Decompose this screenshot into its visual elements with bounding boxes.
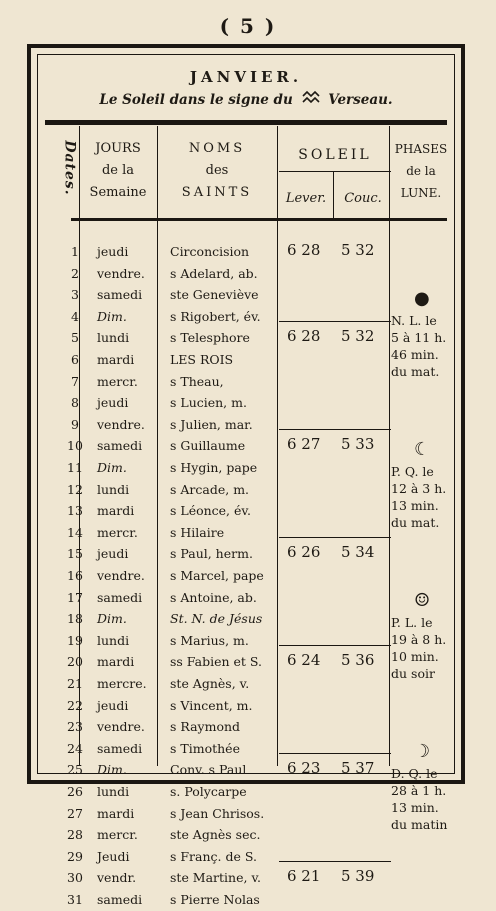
date-cell: 29 (67, 848, 83, 864)
last-quarter-moon-icon: ☽ (414, 741, 431, 763)
saint-cell: ss Fabien et S. (170, 654, 262, 670)
table-row (31, 738, 451, 763)
weekday-cell: jeudi (97, 395, 129, 411)
table-row (31, 457, 451, 479)
jours-header-line-1: JOURS (95, 141, 141, 156)
table-row (31, 587, 451, 612)
new-moon-icon: ● (414, 287, 430, 309)
date-cell: 6 (71, 352, 79, 367)
group-divider (279, 429, 391, 430)
calendar-frame (27, 44, 465, 907)
date-cell: 13 (67, 503, 83, 519)
saint-cell: St. N. de Jésus (170, 611, 263, 627)
couc-header: Couc. (344, 191, 382, 206)
saint-cell: s Marius, m. (170, 632, 249, 648)
moon-phase-line: D. Q. le (391, 766, 438, 782)
date-cell: 2 (71, 265, 79, 281)
subtitle-after: Verseau. (328, 92, 393, 108)
moon-phase-line: P. L. le (391, 615, 433, 631)
table-row (31, 522, 451, 544)
table-row (31, 608, 451, 630)
weekday-cell: vendr. (97, 870, 137, 886)
saint-cell: s Vincent, m. (170, 697, 253, 713)
weekday-cell: mercr. (97, 827, 138, 843)
table-row (31, 716, 451, 738)
saint-cell: s Julien, mar. (170, 416, 253, 432)
moon-phase-line: du mat. (391, 363, 440, 379)
date-cell: 23 (67, 719, 83, 735)
sunset-time: 5 32 (341, 241, 375, 259)
table-row (31, 651, 451, 673)
moon-phase-line: 19 à 8 h. (391, 632, 447, 648)
saint-cell: ste Martine, v. (170, 870, 262, 886)
noms-header-line-2: des (205, 163, 229, 178)
weekday-cell: jeudi (97, 697, 129, 713)
date-cell: 16 (67, 568, 83, 583)
weekday-cell: Dim. (97, 460, 127, 475)
saint-cell: s Timothée (170, 740, 240, 756)
weekday-cell: lundi (97, 784, 130, 799)
moon-phase-line: 46 min. (391, 346, 439, 362)
weekday-cell: vendre. (97, 416, 145, 432)
noms-header (161, 138, 273, 204)
first-quarter-moon-icon: ☾ (414, 439, 431, 460)
table-row (31, 500, 451, 522)
weekday-cell: Dim. (97, 611, 127, 627)
table-row (31, 695, 451, 717)
sunset-time: 5 34 (341, 543, 375, 562)
table-row (31, 371, 451, 393)
table-row (31, 565, 451, 587)
table-row (31, 889, 451, 911)
saint-cell: ste Agnès sec. (170, 827, 261, 843)
date-cell: 30 (67, 870, 83, 886)
saint-cell: ste Geneviève (170, 287, 259, 303)
table-row (31, 673, 451, 695)
soleil-header: SOLEIL (298, 147, 372, 163)
table-row (31, 327, 451, 349)
sunrise-time: 6 27 (287, 435, 321, 454)
weekday-cell: samedi (97, 287, 143, 303)
jours-header-line-2: de la (101, 163, 135, 178)
header-bottom-rule (71, 218, 447, 221)
sunset-time: 5 33 (341, 435, 375, 454)
saint-cell: s Pierre Nolas (170, 892, 260, 907)
date-cell: 27 (67, 805, 83, 821)
saint-cell: s Adelard, ab. (170, 265, 258, 281)
table-row (31, 479, 451, 501)
moon-phase-line: 12 à 3 h. (391, 481, 447, 496)
saint-cell: Circoncision (170, 244, 250, 259)
sunrise-time: 6 24 (287, 651, 321, 670)
sunset-time: 5 36 (341, 651, 375, 670)
header-rule (45, 120, 447, 125)
saint-cell: s Jean Chrisos. (170, 805, 265, 821)
table-row (31, 284, 451, 306)
saint-cell: s Hygin, pape (170, 460, 258, 475)
lever-header: Lever. (285, 191, 327, 206)
saint-cell: s. Polycarpe (170, 784, 247, 799)
table-row (31, 759, 451, 781)
moon-phase-line: 13 min. (391, 800, 439, 816)
saint-cell: s Raymond (170, 719, 241, 735)
weekday-cell: Dim. (97, 762, 127, 778)
weekday-cell: jeudi (97, 244, 129, 259)
saint-cell: s Léonce, év. (170, 503, 251, 519)
saint-cell: s Antoine, ab. (170, 589, 257, 605)
date-cell: 15 (67, 546, 83, 562)
moon-phase-line: P. Q. le (391, 464, 434, 479)
moon-phase-line: du soir (391, 666, 435, 682)
weekday-cell: mercre. (97, 676, 147, 691)
zodiac-subtitle (31, 90, 461, 108)
aquarius-sign-icon (302, 90, 320, 108)
subtitle-before: Le Soleil dans le signe du (99, 92, 293, 108)
weekday-cell: lundi (97, 481, 130, 497)
weekday-cell: samedi (97, 892, 143, 907)
moon-phase-line: 13 min. (391, 498, 439, 513)
sunrise-time: 6 28 (287, 327, 321, 346)
table-row (31, 781, 451, 803)
moon-phase-line: du mat. (391, 515, 440, 530)
date-cell: 21 (67, 676, 83, 691)
phases-header-line-3: LUNE. (400, 186, 442, 200)
saint-cell: s Franç. de S. (170, 848, 257, 864)
date-cell: 25 (67, 762, 83, 778)
date-cell: 22 (67, 697, 83, 713)
table-row (31, 803, 451, 825)
moon-phase-line: 10 min. (391, 649, 439, 665)
sunrise-time: 6 28 (287, 241, 321, 259)
date-cell: 7 (71, 373, 79, 389)
noms-header-line-1: NOMS (188, 141, 246, 156)
full-moon-icon: ☺ (414, 590, 431, 612)
table-row (31, 824, 451, 846)
moon-phase-note (391, 463, 446, 531)
table-row (31, 306, 451, 328)
group-divider (279, 645, 391, 646)
column-rule (333, 172, 334, 218)
date-cell: 9 (71, 416, 79, 432)
date-cell: 19 (67, 632, 83, 648)
soleil-divider (279, 171, 391, 172)
saint-cell: LES ROIS (170, 352, 234, 367)
date-cell: 1 (71, 244, 79, 259)
weekday-cell: samedi (97, 438, 143, 454)
sunset-time: 5 32 (341, 327, 375, 346)
saint-cell: s Rigobert, év. (170, 308, 261, 324)
table-row (31, 392, 451, 414)
date-cell: 18 (67, 611, 83, 627)
sunrise-time: 6 21 (287, 867, 321, 886)
moon-phase-line: 28 à 1 h. (391, 783, 447, 799)
weekday-cell: Jeudi (97, 848, 130, 864)
date-cell: 31 (67, 892, 83, 907)
moon-phase-note (391, 614, 446, 682)
weekday-cell: vendre. (97, 568, 145, 583)
weekday-cell: Dim. (97, 308, 127, 324)
date-cell: 12 (67, 481, 83, 497)
date-cell: 20 (67, 654, 83, 670)
date-cell: 10 (67, 438, 83, 454)
table-row (31, 349, 451, 371)
saint-cell: s Paul, herm. (170, 546, 253, 562)
group-divider (279, 753, 391, 754)
weekday-cell: jeudi (97, 546, 129, 562)
weekday-cell: lundi (97, 632, 130, 648)
moon-phase-line: du matin (391, 817, 448, 833)
table-row (31, 241, 451, 263)
date-cell: 8 (71, 395, 79, 411)
table-row (31, 414, 451, 436)
phases-header (391, 138, 451, 204)
date-cell: 14 (67, 524, 83, 540)
date-cell: 17 (67, 589, 83, 605)
weekday-cell: mardi (97, 503, 135, 519)
date-cell: 4 (71, 308, 79, 324)
weekday-cell: mardi (97, 805, 135, 821)
month-title: JANVIER. (189, 68, 303, 86)
weekday-cell: mercr. (97, 524, 138, 540)
group-divider (279, 537, 391, 538)
saint-cell: s Lucien, m. (170, 395, 247, 411)
phases-header-line-1: PHASES (394, 142, 448, 156)
date-cell: 26 (67, 784, 83, 799)
saint-cell: s Arcade, m. (170, 481, 250, 497)
moon-phase-note (391, 765, 447, 833)
group-divider (279, 861, 391, 862)
date-cell: 11 (67, 460, 83, 475)
date-cell: 5 (71, 330, 79, 346)
moon-phase-line: 5 à 11 h. (391, 329, 447, 345)
saint-cell: s Marcel, pape (170, 568, 264, 583)
noms-header-line-3: SAINTS (181, 185, 253, 200)
table-row (31, 867, 451, 889)
saint-cell: s Guillaume (170, 438, 246, 454)
date-cell: 24 (67, 740, 83, 756)
weekday-cell: vendre. (97, 265, 145, 281)
jours-header-line-3: Semaine (89, 185, 147, 200)
group-divider (279, 321, 391, 322)
sunset-time: 5 37 (341, 759, 375, 778)
table-row (31, 543, 451, 565)
date-cell: 28 (67, 827, 83, 843)
moon-phase-note (391, 312, 446, 380)
weekday-cell: lundi (97, 330, 130, 346)
weekday-cell: vendre. (97, 719, 145, 735)
weekday-cell: samedi (97, 589, 143, 605)
saint-cell: s Theau, (170, 373, 224, 389)
dates-header: Dates. (61, 140, 78, 196)
table-row (31, 435, 451, 457)
phases-header-line-2: de la (406, 164, 436, 178)
sunrise-time: 6 26 (287, 543, 321, 562)
date-cell: 3 (71, 287, 79, 303)
saint-cell: s Hilaire (170, 524, 225, 540)
weekday-cell: mercr. (97, 373, 138, 389)
weekday-cell: mardi (97, 654, 135, 670)
sunset-time: 5 39 (341, 867, 375, 886)
sunrise-time: 6 23 (287, 759, 321, 778)
jours-header (81, 138, 155, 204)
table-row (31, 846, 451, 868)
saint-cell: s Telesphore (170, 330, 250, 346)
saint-cell: ste Agnès, v. (170, 676, 250, 691)
table-row (31, 263, 451, 285)
moon-phase-line: N. L. le (391, 312, 437, 328)
page-number: ( 5 ) (219, 14, 277, 38)
table-row (31, 630, 451, 652)
saint-cell: Conv. s Paul (170, 762, 247, 778)
weekday-cell: samedi (97, 740, 143, 756)
weekday-cell: mardi (97, 352, 135, 367)
